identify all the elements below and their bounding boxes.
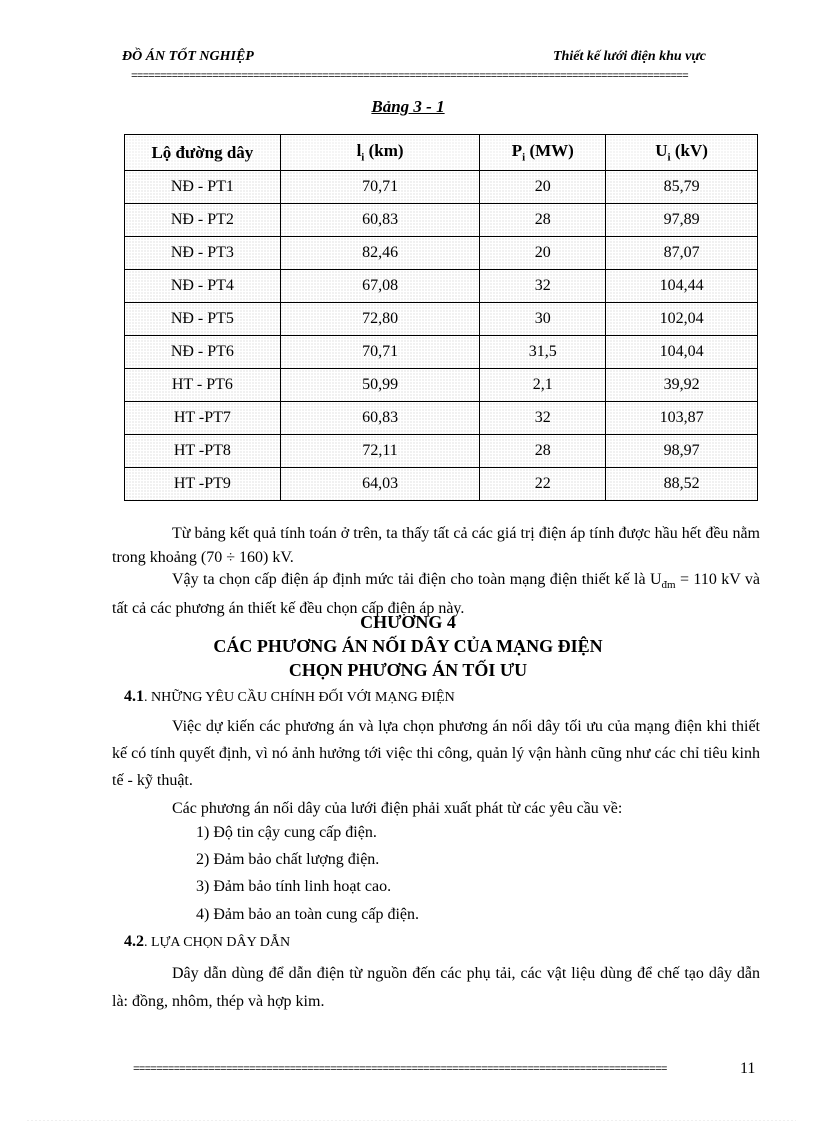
section-4-2-heading: 4.2. LỰA CHỌN DÂY DẪN xyxy=(124,933,291,950)
chapter-title-line-1: CÁC PHƯƠNG ÁN NỐI DÂY CỦA MẠNG ĐIỆN xyxy=(213,636,603,656)
table-cell: 70,71 xyxy=(280,171,480,204)
table-cell: 102,04 xyxy=(606,303,758,336)
table-cell: 104,04 xyxy=(606,336,758,369)
section-4-1-heading: 4.1. NHỮNG YÊU CẦU CHÍNH ĐỐI VỚI MẠNG ĐIỆN xyxy=(124,688,455,705)
table-cell: 28 xyxy=(480,204,606,237)
table-cell: 31,5 xyxy=(480,336,606,369)
table-row xyxy=(125,270,758,303)
list-item: 3) Đảm bảo tính linh hoạt cao. xyxy=(196,878,392,895)
table-cell: 87,07 xyxy=(606,237,758,270)
table-cell: 70,71 xyxy=(280,336,480,369)
table-title: Bảng 3 - 1 xyxy=(371,97,445,116)
table-cell: 98,97 xyxy=(606,435,758,468)
table-cell: 20 xyxy=(480,237,606,270)
page-number: 11 xyxy=(740,1060,756,1077)
table-row xyxy=(125,435,758,468)
table-row xyxy=(125,468,758,501)
table-cell: NĐ - PT4 xyxy=(125,270,281,303)
table-header-row xyxy=(125,135,758,171)
table-cell: NĐ - PT5 xyxy=(125,303,281,336)
table-cell: 60,83 xyxy=(280,402,480,435)
table-cell: 85,79 xyxy=(606,171,758,204)
chapter-title-line-2: CHỌN PHƯƠNG ÁN TỐI ƯU xyxy=(288,660,528,680)
list-item: 1) Độ tin cậy cung cấp điện. xyxy=(196,824,377,841)
col-header-power: $P_i$ (MW) xyxy=(480,135,606,171)
table-cell: 104,44 xyxy=(606,270,758,303)
table-cell: 39,92 xyxy=(606,369,758,402)
paragraph-rated-voltage: Vậy ta chọn cấp điện áp định mức tải điện cho toàn mạng điện thiết kế là $U_{đm} = 110$ kV và tất cả các phương án thiết kế đều chọn cấp điện áp này. xyxy=(112,571,761,618)
table-row xyxy=(125,336,758,369)
table-cell: 103,87 xyxy=(606,402,758,435)
table-cell: 28 xyxy=(480,435,606,468)
page-bottom-border xyxy=(26,1120,796,1121)
table-cell: HT - PT6 xyxy=(125,369,281,402)
header-rule: ================================================================================================ xyxy=(131,71,688,83)
table-cell: 64,03 xyxy=(280,468,480,501)
table-cell: 2,1 xyxy=(480,369,606,402)
table-cell: 72,11 xyxy=(280,435,480,468)
col-header-voltage: $U_i$ (kV) xyxy=(606,135,758,171)
table-cell: 30 xyxy=(480,303,606,336)
table-cell: 22 xyxy=(480,468,606,501)
table-cell: HT -PT9 xyxy=(125,468,281,501)
table-cell: 20 xyxy=(480,171,606,204)
table-row xyxy=(125,303,758,336)
table-cell: 82,46 xyxy=(280,237,480,270)
header-left-title: ĐỒ ÁN TỐT NGHIỆP xyxy=(122,49,254,64)
table-cell: HT -PT8 xyxy=(125,435,281,468)
paragraph-voltage-range: Từ bảng kết quả tính toán ở trên, ta thấy tất cả các giá trị điện áp tính được hầu hết đều nằm trong khoảng (70 ÷ 160) kV. xyxy=(112,525,760,566)
table-cell: 97,89 xyxy=(606,204,758,237)
list-item: 4) Đảm bảo an toàn cung cấp điện. xyxy=(196,906,420,923)
col-header-length: $l_i$ (km) xyxy=(280,135,480,171)
list-item: 2) Đảm bảo chất lượng điện. xyxy=(196,851,380,868)
table-cell: NĐ - PT2 xyxy=(125,204,281,237)
table-cell: 32 xyxy=(480,402,606,435)
table-cell: NĐ - PT6 xyxy=(125,336,281,369)
table-cell: 50,99 xyxy=(280,369,480,402)
col-header-line: Lộ đường dây xyxy=(125,135,281,171)
table-row xyxy=(125,171,758,204)
voltage-table xyxy=(124,134,758,501)
footer-rule: ============================================================================================ xyxy=(133,1064,667,1076)
table-row xyxy=(125,204,758,237)
chapter-number: CHƯƠNG 4 xyxy=(360,612,456,632)
table-cell: 32 xyxy=(480,270,606,303)
table-row xyxy=(125,237,758,270)
table-row xyxy=(125,369,758,402)
table-cell: NĐ - PT3 xyxy=(125,237,281,270)
paragraph-options-intro: Việc dự kiến các phương án và lựa chọn phương án nối dây tối ưu của mạng điện khi thiết kế có tính quyết định, vì nó ảnh hưởng tới việc thi công, quản lý vận hành cũng như các chỉ tiêu kinh tế - kỹ thuật. xyxy=(112,718,760,789)
table-cell: 60,83 xyxy=(280,204,480,237)
table-cell: 88,52 xyxy=(606,468,758,501)
table-cell: 72,80 xyxy=(280,303,480,336)
header-right-title: Thiết kế lưới điện khu vực xyxy=(553,49,707,64)
table-cell: NĐ - PT1 xyxy=(125,171,281,204)
table-cell: 67,08 xyxy=(280,270,480,303)
paragraph-requirements: Các phương án nối dây của lưới điện phải xuất phát từ các yêu cầu về: xyxy=(172,800,623,817)
table-row xyxy=(125,402,758,435)
table-cell: HT -PT7 xyxy=(125,402,281,435)
paragraph-conductors: Dây dẫn dùng để dẫn điện từ nguồn đến các phụ tải, các vật liệu dùng để chế tạo dây dẫn là: đồng, nhôm, thép và hợp kim. xyxy=(112,965,760,1010)
